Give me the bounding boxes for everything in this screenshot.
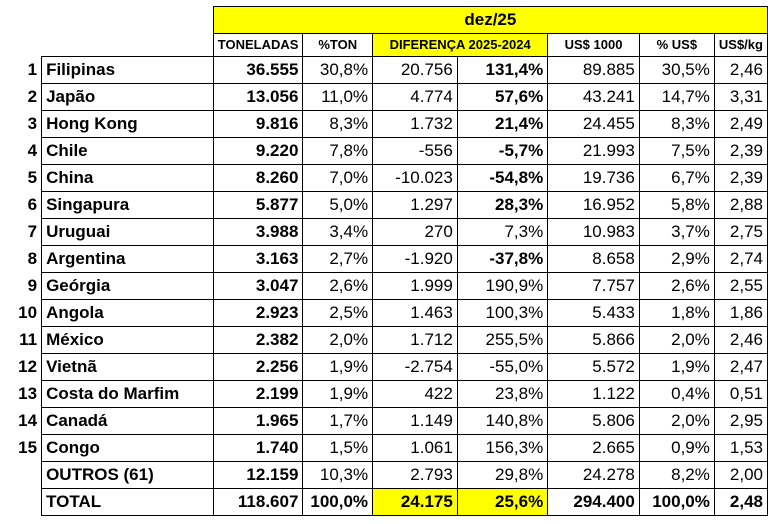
- row-usd-kg: 2,75: [714, 219, 767, 246]
- row-diff-pct: 140,8%: [457, 408, 547, 435]
- period-title: dez/25: [213, 7, 767, 34]
- row-usd: 5.806: [548, 408, 640, 435]
- row-usd-kg: 2,95: [714, 408, 767, 435]
- row-diff-pct: 190,9%: [457, 273, 547, 300]
- row-diff: 20.756: [373, 57, 458, 84]
- row-diff: -1.920: [373, 246, 458, 273]
- row-diff-pct: 156,3%: [457, 435, 547, 462]
- row-toneladas: 2.256: [213, 354, 303, 381]
- row-pct-ton: 8,3%: [303, 111, 373, 138]
- row-diff: 2.793: [373, 462, 458, 489]
- row-diff: -10.023: [373, 165, 458, 192]
- row-rank: 2: [27, 87, 38, 106]
- row-pct-usd: 0,9%: [639, 435, 714, 462]
- row-toneladas: 3.047: [213, 273, 303, 300]
- row-rank: 4: [27, 141, 38, 160]
- table-row: [6, 300, 768, 327]
- row-pct-ton: 1,9%: [303, 354, 373, 381]
- exports-table: [6, 6, 768, 516]
- row-usd: 10.983: [548, 219, 640, 246]
- row-usd-kg: 2,39: [714, 165, 767, 192]
- table-row: [6, 381, 768, 408]
- row-pct-usd: 6,7%: [639, 165, 714, 192]
- row-pct-usd: 1,9%: [639, 354, 714, 381]
- row-diff: 270: [373, 219, 458, 246]
- row-diff: -2.754: [373, 354, 458, 381]
- row-toneladas: 36.555: [213, 57, 303, 84]
- row-diff-pct: 23,8%: [457, 381, 547, 408]
- row-diff-pct: 100,3%: [457, 300, 547, 327]
- row-country: Congo: [42, 435, 214, 462]
- row-usd: 24.278: [548, 462, 640, 489]
- table-row: [6, 408, 768, 435]
- row-usd: 43.241: [548, 84, 640, 111]
- row-usd: 5.866: [548, 327, 640, 354]
- row-diff-pct: 255,5%: [457, 327, 547, 354]
- row-diff: 4.774: [373, 84, 458, 111]
- row-usd: 5.572: [548, 354, 640, 381]
- row-diff: -556: [373, 138, 458, 165]
- table-row: [6, 246, 768, 273]
- row-usd: 21.993: [548, 138, 640, 165]
- row-rank-empty: [6, 489, 42, 516]
- row-diff: 1.061: [373, 435, 458, 462]
- table-row: [6, 111, 768, 138]
- row-usd: 7.757: [548, 273, 640, 300]
- table-row: [6, 462, 768, 489]
- row-pct-ton: 30,8%: [303, 57, 373, 84]
- row-toneladas: 2.923: [213, 300, 303, 327]
- row-rank: 5: [27, 168, 38, 187]
- row-rank: 7: [27, 222, 38, 241]
- row-pct-ton: 2,0%: [303, 327, 373, 354]
- row-country: Hong Kong: [42, 111, 214, 138]
- row-usd-kg: 1,86: [714, 300, 767, 327]
- table-row: [6, 84, 768, 111]
- row-usd-kg: 2,46: [714, 57, 767, 84]
- total-toneladas: 118.607: [213, 489, 303, 516]
- total-usd-kg: 2,48: [714, 489, 767, 516]
- row-rank: 14: [18, 411, 38, 430]
- row-country: Argentina: [42, 246, 214, 273]
- row-toneladas: 3.163: [213, 246, 303, 273]
- header-toneladas: TONELADAS: [213, 34, 303, 57]
- header-usd-kg: US$/kg: [714, 34, 767, 57]
- header-diferenca: DIFERENÇA 2025-2024: [373, 34, 548, 57]
- row-country: OUTROS (61): [42, 462, 214, 489]
- table-row: [6, 435, 768, 462]
- row-rank: 12: [18, 357, 38, 376]
- row-rank: 10: [18, 303, 38, 322]
- total-diff: 24.175: [373, 489, 458, 516]
- row-pct-usd: 0,4%: [639, 381, 714, 408]
- row-usd: 19.736: [548, 165, 640, 192]
- row-diff-pct: 57,6%: [457, 84, 547, 111]
- row-pct-usd: 7,5%: [639, 138, 714, 165]
- row-pct-ton: 2,6%: [303, 273, 373, 300]
- table-row: [6, 273, 768, 300]
- row-diff-pct: 21,4%: [457, 111, 547, 138]
- row-pct-usd: 8,3%: [639, 111, 714, 138]
- row-usd: 1.122: [548, 381, 640, 408]
- row-toneladas: 8.260: [213, 165, 303, 192]
- header-pct-ton: %TON: [303, 34, 373, 57]
- row-diff-pct: 29,8%: [457, 462, 547, 489]
- row-diff: 1.149: [373, 408, 458, 435]
- row-diff-pct: 28,3%: [457, 192, 547, 219]
- row-pct-ton: 10,3%: [303, 462, 373, 489]
- row-diff-pct: -54,8%: [457, 165, 547, 192]
- row-diff: 1.732: [373, 111, 458, 138]
- row-country: México: [42, 327, 214, 354]
- row-pct-usd: 2,6%: [639, 273, 714, 300]
- row-country: Vietnã: [42, 354, 214, 381]
- row-pct-ton: 7,8%: [303, 138, 373, 165]
- total-pct-usd: 100,0%: [639, 489, 714, 516]
- row-rank: 11: [19, 330, 38, 349]
- row-usd-kg: 2,39: [714, 138, 767, 165]
- row-usd-kg: 2,88: [714, 192, 767, 219]
- row-pct-ton: 1,9%: [303, 381, 373, 408]
- row-toneladas: 1.740: [213, 435, 303, 462]
- table-row: [6, 327, 768, 354]
- row-diff: 1.463: [373, 300, 458, 327]
- row-country: Chile: [42, 138, 214, 165]
- row-country: Uruguai: [42, 219, 214, 246]
- table-row: [6, 219, 768, 246]
- row-usd: 89.885: [548, 57, 640, 84]
- row-pct-ton: 2,7%: [303, 246, 373, 273]
- row-usd: 2.665: [548, 435, 640, 462]
- row-diff: 1.297: [373, 192, 458, 219]
- row-pct-usd: 1,8%: [639, 300, 714, 327]
- row-usd: 8.658: [548, 246, 640, 273]
- total-diff-pct: 25,6%: [457, 489, 547, 516]
- row-usd: 16.952: [548, 192, 640, 219]
- row-usd-kg: 3,31: [714, 84, 767, 111]
- row-diff-pct: -37,8%: [457, 246, 547, 273]
- row-rank: 8: [27, 249, 38, 268]
- row-pct-ton: 3,4%: [303, 219, 373, 246]
- row-usd-kg: 2,49: [714, 111, 767, 138]
- row-pct-usd: 5,8%: [639, 192, 714, 219]
- row-toneladas: 3.988: [213, 219, 303, 246]
- row-usd-kg: 2,47: [714, 354, 767, 381]
- row-country: Canadá: [42, 408, 214, 435]
- row-country: Singapura: [42, 192, 214, 219]
- row-usd-kg: 2,55: [714, 273, 767, 300]
- row-toneladas: 1.965: [213, 408, 303, 435]
- row-usd: 5.433: [548, 300, 640, 327]
- total-label: TOTAL: [42, 489, 214, 516]
- row-country: Angola: [42, 300, 214, 327]
- table-row: [6, 165, 768, 192]
- row-pct-usd: 3,7%: [639, 219, 714, 246]
- row-diff: 1.999: [373, 273, 458, 300]
- row-toneladas: 9.220: [213, 138, 303, 165]
- row-country: Geórgia: [42, 273, 214, 300]
- total-usd: 294.400: [548, 489, 640, 516]
- row-toneladas: 2.199: [213, 381, 303, 408]
- row-pct-usd: 8,2%: [639, 462, 714, 489]
- row-rank: [6, 462, 42, 489]
- row-toneladas: 9.816: [213, 111, 303, 138]
- row-country: Filipinas: [42, 57, 214, 84]
- row-rank: 6: [27, 195, 38, 214]
- row-diff: 1.712: [373, 327, 458, 354]
- row-diff-pct: -5,7%: [457, 138, 547, 165]
- row-pct-ton: 5,0%: [303, 192, 373, 219]
- row-toneladas: 5.877: [213, 192, 303, 219]
- row-pct-ton: 1,5%: [303, 435, 373, 462]
- row-country: China: [42, 165, 214, 192]
- row-diff: 422: [373, 381, 458, 408]
- row-rank: 1: [27, 60, 38, 79]
- row-pct-usd: 14,7%: [639, 84, 714, 111]
- row-rank: 9: [27, 276, 38, 295]
- table-row: [6, 57, 768, 84]
- row-pct-usd: 2,9%: [639, 246, 714, 273]
- header-pct-usd: % US$: [639, 34, 714, 57]
- row-diff-pct: 7,3%: [457, 219, 547, 246]
- row-pct-ton: 11,0%: [303, 84, 373, 111]
- row-toneladas: 13.056: [213, 84, 303, 111]
- table-row: [6, 192, 768, 219]
- row-pct-ton: 7,0%: [303, 165, 373, 192]
- row-pct-usd: 2,0%: [639, 327, 714, 354]
- row-usd-kg: 2,00: [714, 462, 767, 489]
- table-row: [6, 138, 768, 165]
- total-row: [6, 489, 768, 516]
- row-rank: 3: [27, 114, 38, 133]
- row-rank: 13: [18, 384, 38, 403]
- row-country: Costa do Marfim: [42, 381, 214, 408]
- row-pct-ton: 1,7%: [303, 408, 373, 435]
- row-toneladas: 2.382: [213, 327, 303, 354]
- row-pct-usd: 30,5%: [639, 57, 714, 84]
- total-pct-ton: 100,0%: [303, 489, 373, 516]
- row-usd-kg: 2,74: [714, 246, 767, 273]
- table-row: [6, 354, 768, 381]
- row-diff-pct: 131,4%: [457, 57, 547, 84]
- row-country: Japão: [42, 84, 214, 111]
- row-pct-ton: 2,5%: [303, 300, 373, 327]
- row-usd-kg: 1,53: [714, 435, 767, 462]
- row-pct-usd: 2,0%: [639, 408, 714, 435]
- row-diff-pct: -55,0%: [457, 354, 547, 381]
- row-rank: 15: [18, 438, 38, 457]
- row-usd: 24.455: [548, 111, 640, 138]
- row-usd-kg: 2,46: [714, 327, 767, 354]
- header-usd: US$ 1000: [548, 34, 640, 57]
- row-usd-kg: 0,51: [714, 381, 767, 408]
- row-toneladas: 12.159: [213, 462, 303, 489]
